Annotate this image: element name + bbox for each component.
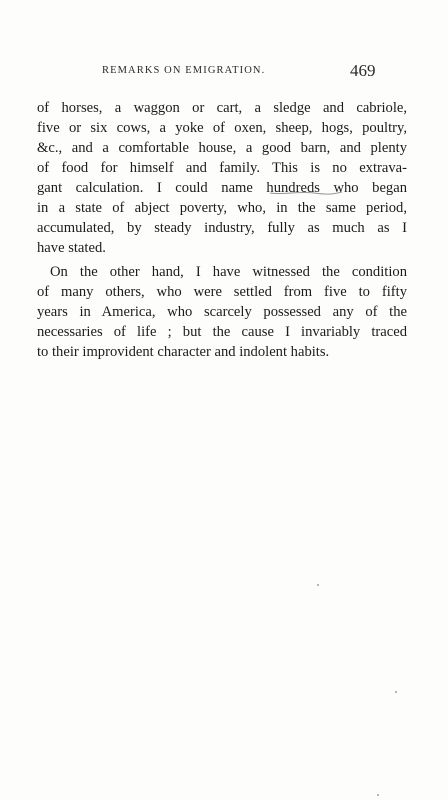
body-text (37, 98, 407, 362)
text-line: years in America, who scarcely possessed any of the (37, 304, 407, 320)
paper-speck (317, 584, 319, 586)
text-line: necessaries of life ; but the cause I invariably traced (37, 324, 407, 340)
page-number: 469 (350, 61, 376, 80)
text-line: in a state of abject poverty, who, in the same period, (37, 200, 407, 216)
running-head (0, 61, 448, 83)
text-line: On the other hand, I have witnessed the condition (50, 264, 407, 280)
text-line: gant calculation. I could name hundreds who began (37, 180, 407, 196)
paragraph-2 (37, 262, 407, 362)
text-line: of food for himself and family. This is no extrava- (37, 160, 407, 176)
paper-speck (395, 691, 397, 693)
text-line: of many others, who were settled from five to fifty (37, 284, 407, 300)
running-title: REMARKS ON EMIGRATION. (102, 65, 266, 76)
text-line: five or six cows, a yoke of oxen, sheep, hogs, poultry, (37, 120, 407, 136)
text-line: of horses, a waggon or cart, a sledge and cabriole, (37, 100, 407, 116)
text-line: have stated. (37, 240, 106, 256)
text-line: to their improvident character and indolent habits. (37, 344, 330, 360)
text-line: accumulated, by steady industry, fully as much as I (37, 220, 407, 236)
text-line: &c., and a comfortable house, a good barn, and plenty (37, 140, 407, 156)
paper-speck (377, 794, 379, 796)
pencil-underline-mark (269, 190, 343, 196)
paragraph-1 (37, 98, 407, 258)
